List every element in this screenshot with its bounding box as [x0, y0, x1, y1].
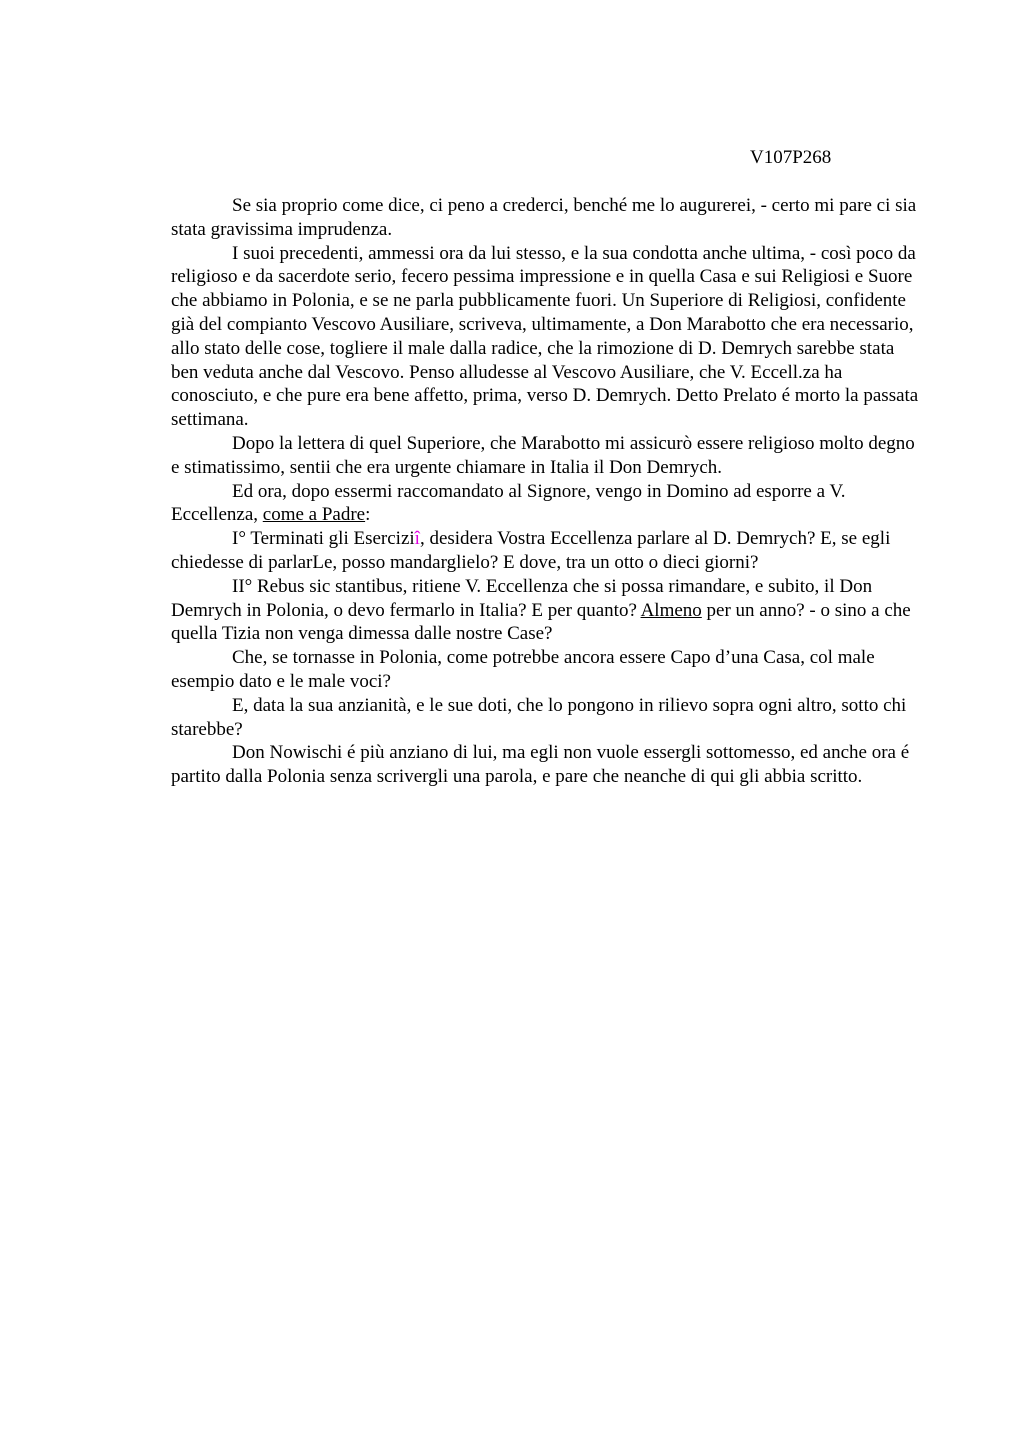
underlined-word: Almeno: [640, 599, 702, 621]
paragraph-4-end: :: [365, 504, 371, 526]
paragraph-5-text: I° Terminati gli Esercizi: [232, 528, 415, 550]
paragraph-4: [171, 480, 925, 528]
page-identifier: V107P268: [750, 147, 832, 168]
paragraph-3: Dopo la lettera di quel Superiore, che Marabotto mi assicurò essere religioso molto degno e stimatissimo, sentii che era urgente chiamare in Italia il Don Demrych.: [171, 432, 915, 478]
paragraph-4-text: Ed ora, dopo essermi raccomandato al Signore, vengo in Domino ad esporre a V. Eccellenza,: [171, 480, 846, 526]
paragraph-9: Don Nowischi é più anziano di lui, ma egli non vuole essergli sottomesso, ed anche ora é partito dalla Polonia senza scrivergli una parola, e pare che neanche di qui gli abbia scritto.: [171, 742, 910, 788]
paragraph-1: Se sia proprio come dice, ci peno a crederci, benché me lo augurerei, - certo mi pare ci sia stata gravissima imprudenza.: [171, 195, 917, 240]
paragraph-6: [171, 575, 925, 646]
underlined-phrase: come a Padre: [262, 504, 366, 526]
paragraph-2: I suoi precedenti, ammessi ora da lui stesso, e la sua condotta anche ultima, - così poco da religioso e da sacerdote serio, fecero pessima impressione e in quella Casa e sui Religiosi e Suore che abbiamo in Polonia, e se ne parla pubblicamente fuori. Un Superiore di Religiosi, confidente già del compianto Vescovo Ausiliare, scriveva, ultimamente, a Don Marabotto che era necessario, allo stato delle cose, togliere il male dalla radice, che la rimozione di D. Demrych sarebbe stata ben veduta anche dal Vescovo. Penso alludesse al Vescovo Ausiliare, che V. Eccell.za ha conosciuto, e che pure era bene affetto, prima, verso D. Demrych. Detto Prelato é morto la passata settimana.: [171, 242, 919, 431]
paragraph-5: [171, 527, 925, 575]
paragraph-6-text: II° Rebus sic stantibus, ritiene V. Eccellenza che si possa rimandare, e subito, il Don Demrych in Polonia, o devo fermarlo in Italia? E per quanto?: [171, 575, 873, 621]
paragraph-8: E, data la sua anzianità, e le sue doti, che lo pongono in rilievo sopra ogni altro, sotto chi starebbe?: [171, 694, 907, 740]
highlighted-character: î: [414, 528, 420, 550]
letter-body: [171, 194, 925, 789]
paragraph-7: Che, se tornasse in Polonia, come potrebbe ancora essere Capo d’una Casa, col male esempio dato e le male voci?: [171, 647, 875, 692]
paragraph-5-end: , desidera Vostra Eccellenza parlare al D. Demrych? E, se egli chiedesse di parlarLe, posso mandarglielo? E dove, tra un otto o dieci giorni?: [171, 528, 891, 573]
paragraph-6-end: per un anno? - o sino a che quella Tizia non venga dimessa dalle nostre Case?: [171, 599, 911, 645]
